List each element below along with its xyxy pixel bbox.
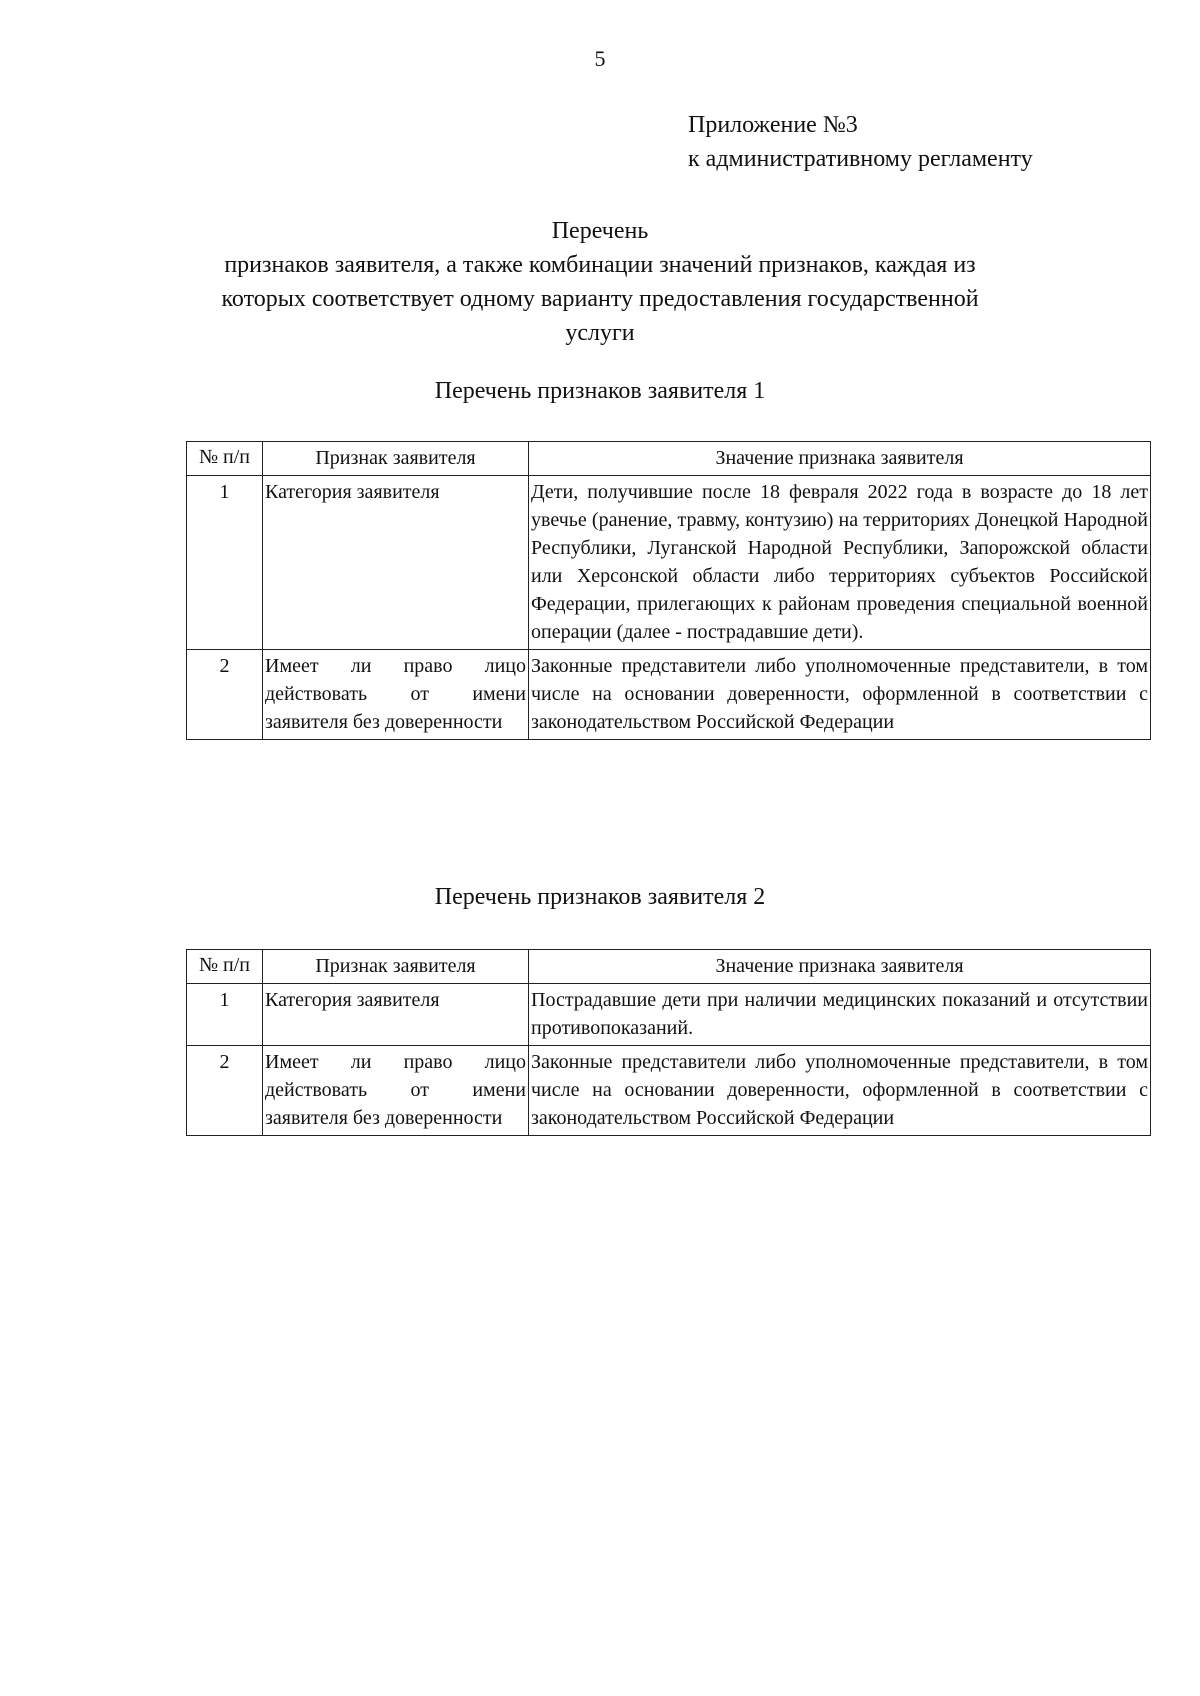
row-number: 1: [187, 984, 263, 1046]
page-number: 5: [594, 46, 606, 71]
appendix-subtitle: к административному регламенту: [688, 146, 1033, 172]
row-criterion: Имеет ли право лицо действовать от имени заявителя без доверенности: [263, 650, 529, 740]
row-value: Законные представители либо уполномоченные представители, в том числе на основании доверенности, оформленной в соответствии с законодательством Российской Федерации: [529, 1046, 1151, 1136]
title-line-3: которых соответствует одному варианту предоставления государственной: [221, 286, 979, 312]
row-number: 2: [187, 650, 263, 740]
column-header-number: № п/п: [187, 950, 263, 984]
row-number: 2: [187, 1046, 263, 1136]
row-value: Пострадавшие дети при наличии медицинских показаний и отсутствии противопоказаний.: [529, 984, 1151, 1046]
section-title-1: Перечень признаков заявителя 1: [434, 378, 766, 404]
row-value: Дети, получившие после 18 февраля 2022 года в возрасте до 18 лет увечье (ранение, травму, контузию) на территориях Донецкой Народной Республики, Луганской Народной Республики, Запорожской области или Херсонской области либо территориях субъектов Российской Федерации, прилегающих к районам проведения специальной военной операции (далее - пострадавшие дети).: [529, 476, 1151, 650]
column-header-value: Значение признака заявителя: [529, 442, 1151, 476]
row-criterion: Имеет ли право лицо действовать от имени заявителя без доверенности: [263, 1046, 529, 1136]
table-row: [187, 1046, 1151, 1136]
row-value: Законные представители либо уполномоченные представители, в том числе на основании доверенности, оформленной в соответствии с законодательством Российской Федерации: [529, 650, 1151, 740]
table-row: [187, 650, 1151, 740]
title-line-1: Перечень: [551, 218, 649, 244]
column-header-value: Значение признака заявителя: [529, 950, 1151, 984]
column-header-number: № п/п: [187, 442, 263, 476]
appendix-number: Приложение №3: [688, 112, 858, 138]
title-line-4: услуги: [565, 320, 635, 346]
row-number: 1: [187, 476, 263, 650]
table-header-row: [187, 442, 1151, 476]
table-row: [187, 476, 1151, 650]
criteria-table-1: [186, 441, 1151, 740]
section-title-2: Перечень признаков заявителя 2: [434, 884, 766, 910]
row-criterion: Категория заявителя: [263, 984, 529, 1046]
table-header-row: [187, 950, 1151, 984]
appendix-reference: [688, 108, 1033, 176]
title-line-2: признаков заявителя, а также комбинации значений признаков, каждая из: [224, 252, 976, 278]
row-criterion: Категория заявителя: [263, 476, 529, 650]
column-header-criterion: Признак заявителя: [263, 950, 529, 984]
column-header-criterion: Признак заявителя: [263, 442, 529, 476]
table-row: [187, 984, 1151, 1046]
document-title: [150, 214, 1050, 350]
criteria-table-2: [186, 949, 1151, 1136]
